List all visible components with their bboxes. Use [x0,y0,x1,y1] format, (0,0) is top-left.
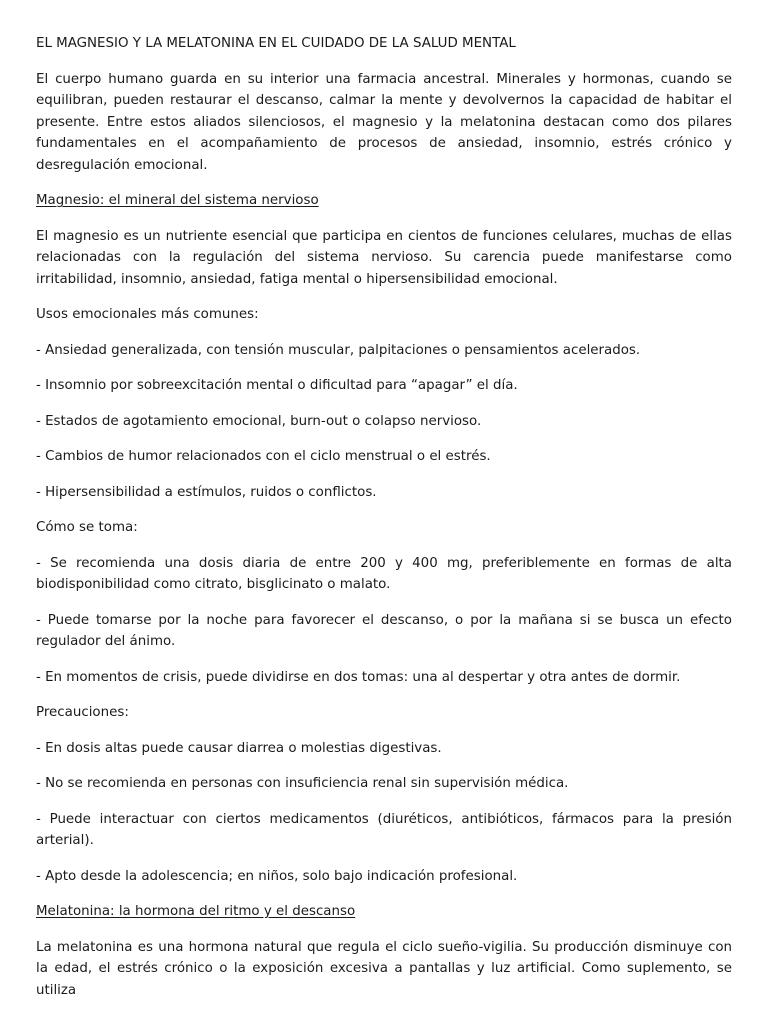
list-item: - Hipersensibilidad a estímulos, ruidos o conflictos. [36,484,377,500]
melatonin-heading: Melatonina: la hormona del ritmo y el descanso [36,904,356,919]
precautions-list [36,738,732,888]
list-item: - Estados de agotamiento emocional, burn-out o colapso nervioso. [36,413,482,429]
list-item: - Apto desde la adolescencia; en niños, solo bajo indicación profesional. [36,868,518,884]
magnesium-description: El magnesio es un nutriente esencial que participa en cientos de funciones celulares, muchas de ellas relacionadas con la regulación del sistema nervioso. Su carencia puede manifestarse como irritabilidad, insomnio, ansiedad, fatiga mental o hipersensibilidad emocional. [36,228,732,287]
list-item: - Se recomienda una dosis diaria de entre 200 y 400 mg, preferiblemente en formas de alta biodisponibilidad como citrato, bisglicinato o malato. [36,555,732,592]
uses-list [36,340,732,504]
how-list [36,553,732,689]
magnesium-heading: Magnesio: el mineral del sistema nervioso [36,193,319,208]
list-item: - En momentos de crisis, puede dividirse en dos tomas: una al despertar y otra antes de dormir. [36,669,681,685]
document-title: EL MAGNESIO Y LA MELATONINA EN EL CUIDADO DE LA SALUD MENTAL [36,36,516,51]
list-item: - Ansiedad generalizada, con tensión muscular, palpitaciones o pensamientos acelerados. [36,342,641,358]
list-item: - No se recomienda en personas con insuficiencia renal sin supervisión médica. [36,776,569,791]
melatonin-description: La melatonina es una hormona natural que regula el ciclo sueño-vigilia. Su producción disminuye con la edad, el estrés crónico o la exposición excesiva a pantallas y luz artificial. Como suplemento, se utiliza [36,939,732,998]
document-page [36,33,732,1015]
list-item: - Insomnio por sobreexcitación mental o dificultad para “apagar” el día. [36,378,518,393]
list-item: - Puede tomarse por la noche para favorecer el descanso, o por la mañana si se busca un efecto regulador del ánimo. [36,612,732,649]
uses-label: Usos emocionales más comunes: [36,307,259,322]
list-item: - En dosis altas puede causar diarrea o molestias digestivas. [36,740,442,756]
list-item: - Puede interactuar con ciertos medicamentos (diuréticos, antibióticos, fármacos para la presión arterial). [36,811,732,848]
intro-paragraph: El cuerpo humano guarda en su interior una farmacia ancestral. Minerales y hormonas, cuando se equilibran, pueden restaurar el descanso, calmar la mente y devolvernos la capacidad de habitar el presente. Entre estos aliados silenciosos, el magnesio y la melatonina destacan como dos pilares fundamentales en el acompañamiento de procesos de ansiedad, insomnio, estrés crónico y desregulación emocional. [36,71,732,173]
precautions-label: Precauciones: [36,705,129,720]
how-label: Cómo se toma: [36,520,138,535]
list-item: - Cambios de humor relacionados con el ciclo menstrual o el estrés. [36,449,491,464]
